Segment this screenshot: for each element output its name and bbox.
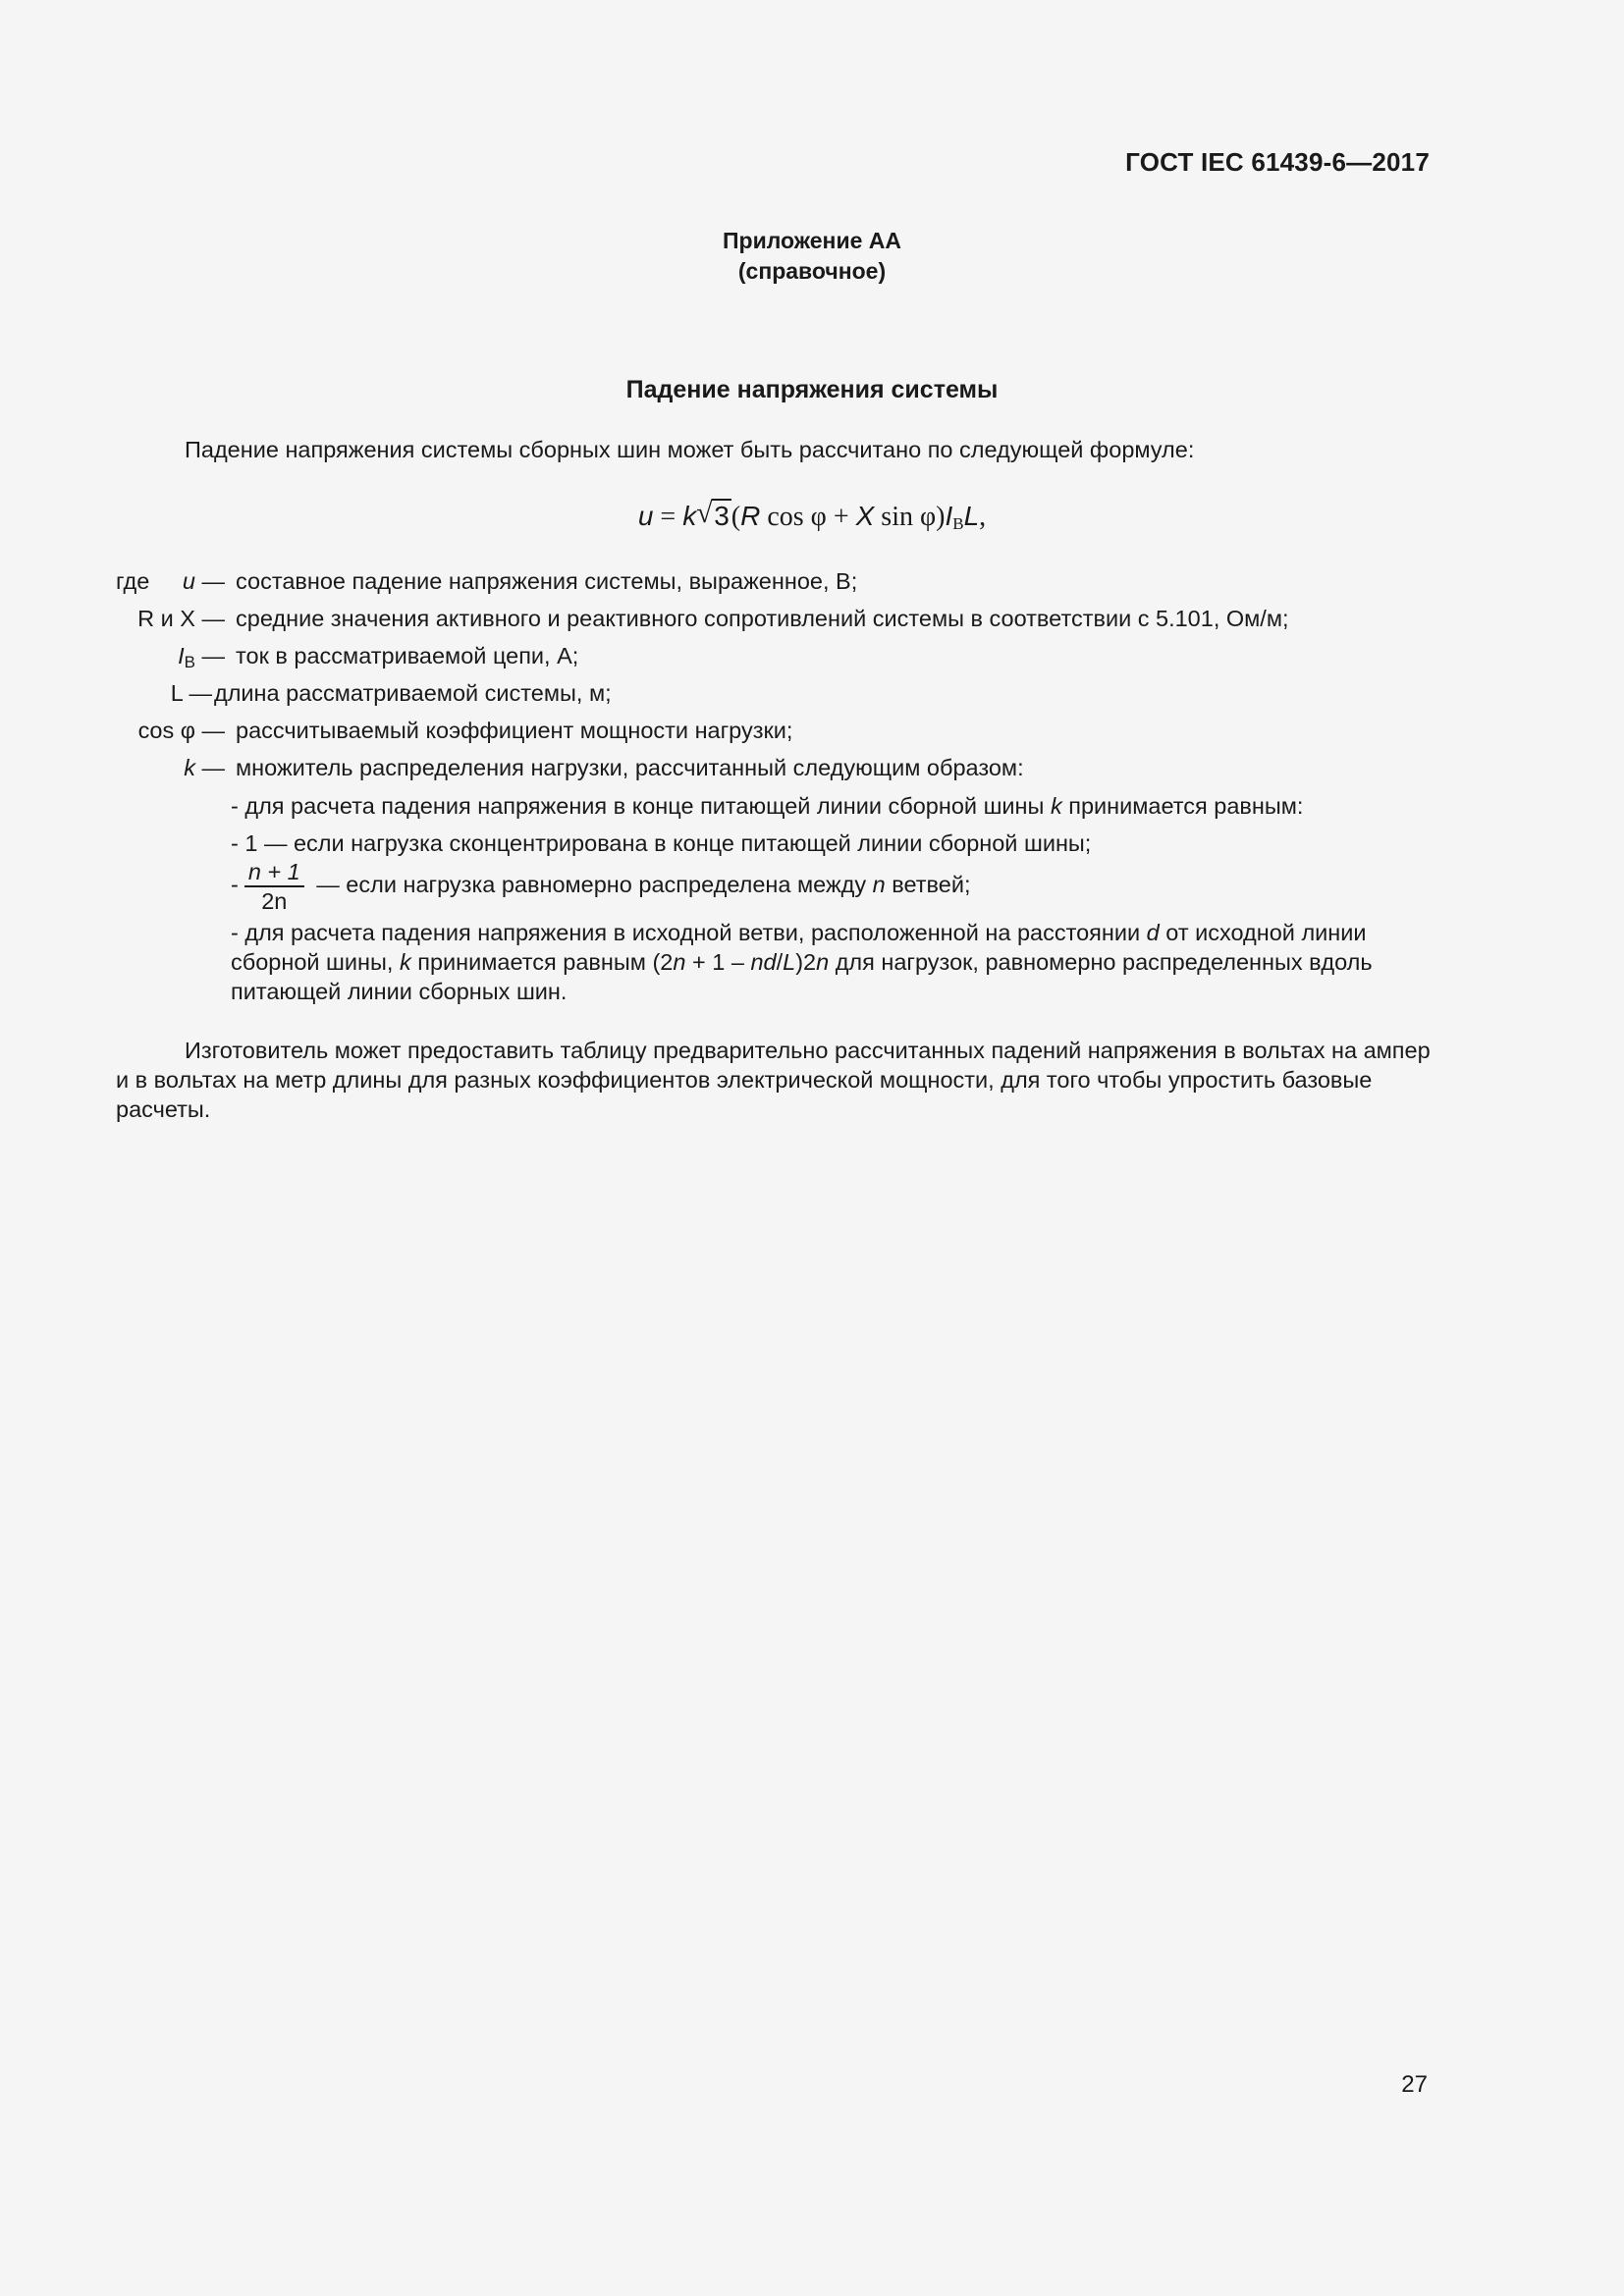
formula-sqrt <box>696 497 731 533</box>
bullet-item: - 1 — если нагрузка сконцентрирована в конце питающей линии сборной шины; <box>231 830 1092 856</box>
closing-paragraph: Изготовитель может предоставить таблицу предварительно рассчитанных падений напряжения в вольтах на ампер и в вольтах на метр длины для разных коэффициентов электрической мощности, для того чтобы упростить базовые расчеты. <box>116 1038 1431 1122</box>
definition-label: R и X — <box>137 606 225 631</box>
formula-sin: sin φ) <box>874 502 946 532</box>
formula-I: I <box>945 501 953 531</box>
formula-cos: cos φ + <box>760 502 856 532</box>
radical-icon: √ <box>696 497 713 529</box>
definition-text: множитель распределения нагрузки, рассчитанный следующим образом: <box>236 755 1024 780</box>
definition-label: k — <box>184 755 225 780</box>
formula-I-sub: B <box>952 514 964 533</box>
formula-X: X <box>855 501 875 531</box>
definition-row <box>0 678 1624 708</box>
bullet-item: - $\frac{n + 1}{2n}$ — если нагрузка равномерно распределена между n ветвей; <box>231 859 971 914</box>
fraction: $\frac{n + 1}{2n}$ <box>244 858 304 915</box>
definition-row <box>0 716 1624 745</box>
formula-end: , <box>979 502 987 532</box>
definition-text: ток в рассматриваемой цепи, А; <box>236 643 579 668</box>
definition-row <box>0 604 1624 633</box>
definition-text: составное падение напряжения системы, выраженное, В; <box>236 568 858 594</box>
intro-paragraph: Падение напряжения системы сборных шин может быть рассчитано по следующей формуле: <box>185 437 1195 462</box>
definition-label: L — <box>170 680 212 706</box>
definition-label: u — <box>182 568 225 594</box>
formula-eq: = <box>653 502 683 532</box>
appendix-subtitle: (справочное) <box>737 258 887 284</box>
formula-radicand: 3 <box>714 501 730 531</box>
appendix-heading <box>0 226 1624 287</box>
definition-label: cos φ — <box>137 718 225 743</box>
definition-row <box>0 566 1624 596</box>
formula-k: k <box>682 501 697 531</box>
definition-text: средние значения активного и реактивного сопротивлений системы в соответствии с 5.101, Ом/м; <box>236 606 1289 631</box>
bullet-item: - для расчета падения напряжения в исходной ветви, расположенной на расстоянии d от исходной линии сборной шины, k принимается равным (2n + 1 – nd/L)2n для нагрузок, равномерно распределенных вдоль питающей линии сборных шин. <box>231 920 1373 1004</box>
definition-row <box>0 753 1624 782</box>
definition-label: $I_B$ — <box>178 643 225 671</box>
appendix-title: Приложение АА <box>722 228 901 253</box>
where-label: где <box>116 568 150 594</box>
voltage-drop-formula <box>0 497 1624 534</box>
standard-code: ГОСТ IEC 61439-6—2017 <box>1125 147 1430 177</box>
section-title: Падение напряжения системы <box>625 376 999 403</box>
formula-open: ( <box>731 502 741 532</box>
definition-text: рассчитываемый коэффициент мощности нагрузки; <box>236 718 793 743</box>
definition-text: длина рассматриваемой системы, м; <box>214 680 612 706</box>
page-number: 27 <box>1401 2071 1428 2098</box>
formula-u: u <box>637 501 654 531</box>
bullet-item: - для расчета падения напряжения в конце питающей линии сборной шины k принимается равным: <box>231 793 1304 819</box>
formula-L: L <box>963 501 980 531</box>
formula-R: R <box>740 501 761 531</box>
definition-row <box>0 641 1624 670</box>
